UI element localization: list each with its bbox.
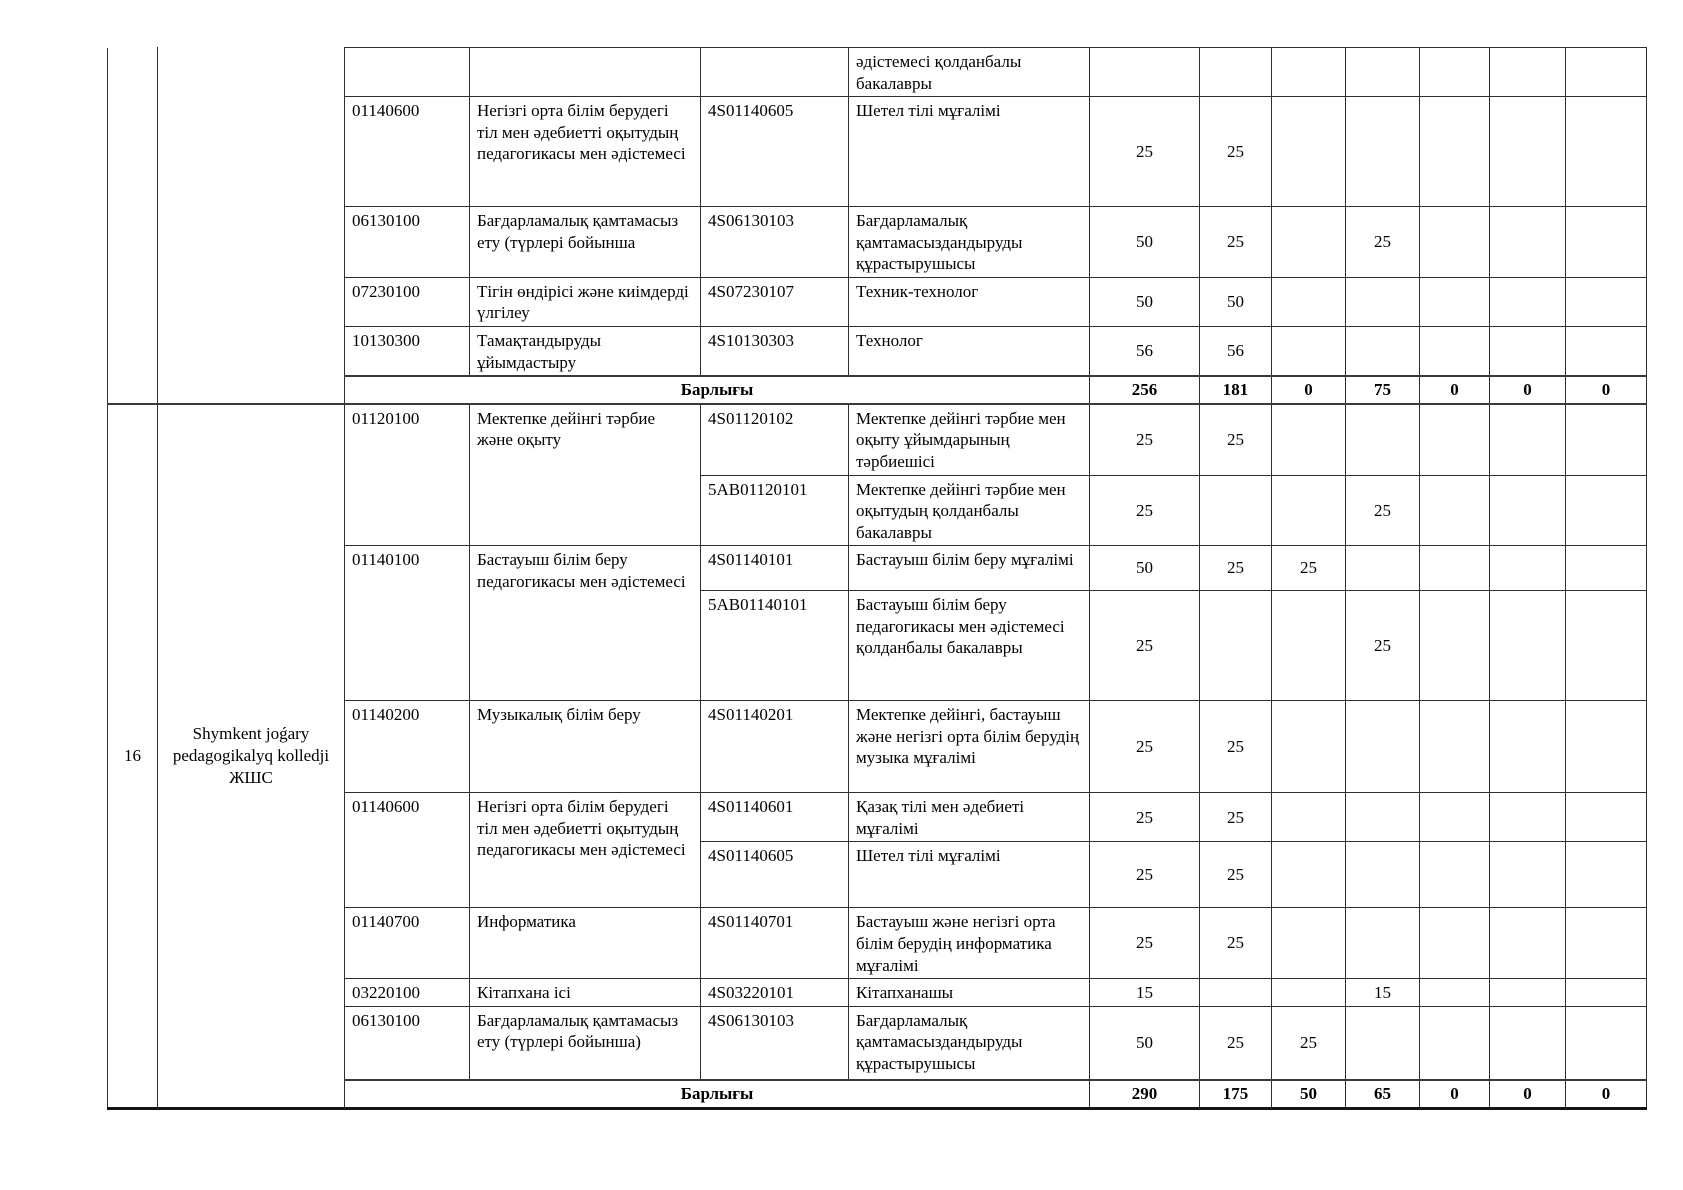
qualification-name-cell: Технолог — [849, 327, 1090, 377]
quota-cell: 25 — [1200, 701, 1272, 793]
quota-cell: 50 — [1090, 1006, 1200, 1080]
specialty-name-cell: Мектепке дейінгі тәрбие және оқыту — [470, 404, 701, 546]
quota-cell — [1420, 277, 1490, 326]
quota-cell — [1272, 591, 1346, 701]
quota-cell — [1272, 207, 1346, 278]
quota-cell — [1490, 277, 1566, 326]
specialty-code-cell: 03220100 — [345, 979, 470, 1007]
table-row — [108, 48, 1647, 97]
quota-cell — [1346, 842, 1420, 908]
quota-cell: 25 — [1200, 908, 1272, 979]
row-number-cell — [108, 48, 158, 404]
total-quota-cell: 0 — [1272, 376, 1346, 404]
quota-cell — [1420, 48, 1490, 97]
quota-cell — [1200, 48, 1272, 97]
quota-cell — [1272, 277, 1346, 326]
specialty-name-cell: Негізгі орта білім берудегі тіл мен әдебиетті оқытудың педагогикасы мен әдістемесі — [470, 97, 701, 207]
qualification-name-cell: Шетел тілі мұғалімі — [849, 842, 1090, 908]
quota-cell — [1200, 591, 1272, 701]
quota-cell — [1346, 48, 1420, 97]
quota-cell — [1566, 546, 1647, 591]
quota-cell — [1420, 591, 1490, 701]
quota-cell — [1566, 591, 1647, 701]
specialty-code-cell: 10130300 — [345, 327, 470, 377]
qualification-name-cell: Бастауыш білім беру мұғалімі — [849, 546, 1090, 591]
quota-cell: 25 — [1090, 591, 1200, 701]
quota-cell — [1420, 701, 1490, 793]
qualification-code-cell: 4S10130303 — [701, 327, 849, 377]
qualification-name-cell: Мектепке дейінгі, бастауыш және негізгі орта білім берудің музыка мұғалімі — [849, 701, 1090, 793]
total-quota-cell: 0 — [1420, 376, 1490, 404]
quota-cell — [1090, 48, 1200, 97]
total-quota-cell: 0 — [1490, 376, 1566, 404]
quota-cell — [1200, 475, 1272, 546]
quota-cell — [1272, 842, 1346, 908]
qualification-name-cell: Мектепке дейінгі тәрбие мен оқытудың қолданбалы бакалавры — [849, 475, 1090, 546]
quota-cell — [1272, 475, 1346, 546]
specialty-name-cell: Информатика — [470, 908, 701, 979]
quota-cell: 25 — [1200, 1006, 1272, 1080]
quota-cell: 25 — [1090, 404, 1200, 475]
quota-cell: 25 — [1090, 793, 1200, 842]
quota-cell: 56 — [1200, 327, 1272, 377]
total-quota-cell: 0 — [1420, 1080, 1490, 1108]
quota-cell — [1566, 97, 1647, 207]
quota-cell — [1566, 277, 1647, 326]
qualification-name-cell: Бағдарламалық қамтамасыздандыруды құрастырушысы — [849, 207, 1090, 278]
quota-cell: 50 — [1200, 277, 1272, 326]
specialty-name-cell: Бағдарламалық қамтамасыз ету (түрлері бойынша) — [470, 1006, 701, 1080]
qualification-code-cell: 5AB01140101 — [701, 591, 849, 701]
quota-cell — [1346, 908, 1420, 979]
specialty-name-cell: Бағдарламалық қамтамасыз ету (түрлері бойынша — [470, 207, 701, 278]
specialty-code-cell — [345, 48, 470, 97]
specialty-code-cell: 01140600 — [345, 97, 470, 207]
quota-cell — [1346, 97, 1420, 207]
specialty-name-cell: Музыкалық білім беру — [470, 701, 701, 793]
quota-cell: 25 — [1090, 908, 1200, 979]
quota-cell — [1490, 701, 1566, 793]
total-quota-cell: 0 — [1566, 1080, 1647, 1108]
qualification-code-cell: 4S01140605 — [701, 97, 849, 207]
qualification-name-cell: Техник-технолог — [849, 277, 1090, 326]
qualification-name-cell: әдістемесі қолданбалы бакалавры — [849, 48, 1090, 97]
quota-cell — [1490, 404, 1566, 475]
quota-cell: 50 — [1090, 207, 1200, 278]
quota-cell — [1272, 908, 1346, 979]
quota-cell — [1346, 327, 1420, 377]
quota-cell — [1200, 979, 1272, 1007]
qualification-name-cell: Мектепке дейінгі тәрбие мен оқыту ұйымдарының тәрбиешісі — [849, 404, 1090, 475]
quota-cell — [1566, 207, 1647, 278]
qualification-code-cell: 5AB01120101 — [701, 475, 849, 546]
qualification-code-cell — [701, 48, 849, 97]
quota-cell — [1420, 475, 1490, 546]
quota-cell — [1272, 404, 1346, 475]
quota-cell — [1490, 546, 1566, 591]
quota-cell — [1490, 908, 1566, 979]
specialty-name-cell: Негізгі орта білім берудегі тіл мен әдебиетті оқытудың педагогикасы мен әдістемесі — [470, 793, 701, 908]
institution-cell — [158, 48, 345, 404]
quota-cell — [1420, 97, 1490, 207]
quota-cell — [1420, 1006, 1490, 1080]
qualification-code-cell: 4S01120102 — [701, 404, 849, 475]
specialty-code-cell: 01120100 — [345, 404, 470, 546]
quota-cell: 25 — [1346, 207, 1420, 278]
total-quota-cell: 50 — [1272, 1080, 1346, 1108]
quota-cell — [1420, 842, 1490, 908]
quota-cell — [1272, 48, 1346, 97]
quota-cell — [1566, 48, 1647, 97]
admissions-table — [107, 47, 1647, 1110]
qualification-code-cell: 4S03220101 — [701, 979, 849, 1007]
quota-cell — [1420, 793, 1490, 842]
quota-cell — [1566, 979, 1647, 1007]
total-quota-cell: 0 — [1490, 1080, 1566, 1108]
row-number-cell: 16 — [108, 404, 158, 1109]
quota-cell — [1346, 793, 1420, 842]
quota-cell — [1566, 1006, 1647, 1080]
specialty-name-cell: Тамақтандыруды ұйымдастыру — [470, 327, 701, 377]
quota-cell — [1490, 475, 1566, 546]
quota-cell — [1346, 277, 1420, 326]
quota-cell — [1490, 207, 1566, 278]
quota-cell — [1566, 701, 1647, 793]
quota-cell — [1566, 793, 1647, 842]
quota-cell: 25 — [1346, 591, 1420, 701]
quota-cell — [1346, 546, 1420, 591]
institution-cell: Shymkent joǵary pedagogikalyq kolledji ЖШС — [158, 404, 345, 1109]
quota-cell — [1420, 404, 1490, 475]
total-quota-cell: 0 — [1566, 376, 1647, 404]
total-quota-cell: 290 — [1090, 1080, 1200, 1108]
quota-cell: 25 — [1090, 842, 1200, 908]
qualification-name-cell: Бағдарламалық қамтамасыздандыруды құрастырушысы — [849, 1006, 1090, 1080]
specialty-name-cell: Тігін өндірісі және киімдерді үлгілеу — [470, 277, 701, 326]
quota-cell — [1490, 1006, 1566, 1080]
specialty-code-cell: 01140600 — [345, 793, 470, 908]
quota-cell — [1346, 404, 1420, 475]
qualification-code-cell: 4S01140701 — [701, 908, 849, 979]
quota-cell — [1272, 979, 1346, 1007]
quota-cell — [1566, 475, 1647, 546]
specialty-code-cell: 01140700 — [345, 908, 470, 979]
qualification-name-cell: Бастауыш білім беру педагогикасы мен әдістемесі қолданбалы бакалавры — [849, 591, 1090, 701]
specialty-code-cell: 01140100 — [345, 546, 470, 701]
quota-cell: 25 — [1200, 546, 1272, 591]
quota-cell: 56 — [1090, 327, 1200, 377]
specialty-code-cell: 07230100 — [345, 277, 470, 326]
quota-cell — [1420, 546, 1490, 591]
total-label-cell: Барлығы — [345, 1080, 1090, 1108]
quota-cell — [1490, 327, 1566, 377]
total-quota-cell: 75 — [1346, 376, 1420, 404]
total-quota-cell: 256 — [1090, 376, 1200, 404]
qualification-code-cell: 4S01140101 — [701, 546, 849, 591]
quota-cell — [1566, 842, 1647, 908]
specialty-code-cell: 06130100 — [345, 207, 470, 278]
quota-cell — [1272, 793, 1346, 842]
quota-cell — [1490, 97, 1566, 207]
qualification-name-cell: Шетел тілі мұғалімі — [849, 97, 1090, 207]
specialty-name-cell — [470, 48, 701, 97]
qualification-code-cell: 4S01140201 — [701, 701, 849, 793]
quota-cell — [1490, 591, 1566, 701]
quota-cell — [1420, 979, 1490, 1007]
quota-cell — [1566, 327, 1647, 377]
total-quota-cell: 65 — [1346, 1080, 1420, 1108]
qualification-name-cell: Қазақ тілі мен әдебиеті мұғалімі — [849, 793, 1090, 842]
specialty-name-cell: Кітапхана ісі — [470, 979, 701, 1007]
quota-cell — [1566, 404, 1647, 475]
table-row — [108, 404, 1647, 475]
quota-cell: 25 — [1200, 404, 1272, 475]
qualification-code-cell: 4S06130103 — [701, 207, 849, 278]
quota-cell — [1490, 979, 1566, 1007]
quota-cell: 25 — [1272, 1006, 1346, 1080]
quota-cell — [1490, 48, 1566, 97]
quota-cell — [1490, 842, 1566, 908]
qualification-code-cell: 4S01140601 — [701, 793, 849, 842]
qualification-name-cell: Бастауыш және негізгі орта білім берудің информатика мұғалімі — [849, 908, 1090, 979]
total-label-cell: Барлығы — [345, 376, 1090, 404]
quota-cell — [1420, 908, 1490, 979]
qualification-name-cell: Кітапханашы — [849, 979, 1090, 1007]
quota-cell — [1346, 701, 1420, 793]
admissions-table-body — [108, 48, 1647, 1109]
quota-cell — [1346, 1006, 1420, 1080]
quota-cell: 25 — [1200, 842, 1272, 908]
specialty-code-cell: 01140200 — [345, 701, 470, 793]
quota-cell: 25 — [1200, 97, 1272, 207]
quota-cell: 25 — [1200, 793, 1272, 842]
total-quota-cell: 181 — [1200, 376, 1272, 404]
quota-cell: 25 — [1090, 701, 1200, 793]
quota-cell — [1566, 908, 1647, 979]
quota-cell — [1272, 327, 1346, 377]
quota-cell — [1272, 701, 1346, 793]
total-quota-cell: 175 — [1200, 1080, 1272, 1108]
qualification-code-cell: 4S06130103 — [701, 1006, 849, 1080]
quota-cell: 25 — [1090, 475, 1200, 546]
quota-cell — [1272, 97, 1346, 207]
quota-cell: 50 — [1090, 546, 1200, 591]
specialty-name-cell: Бастауыш білім беру педагогикасы мен әдістемесі — [470, 546, 701, 701]
quota-cell: 25 — [1090, 97, 1200, 207]
quota-cell: 25 — [1200, 207, 1272, 278]
quota-cell: 25 — [1346, 475, 1420, 546]
quota-cell — [1420, 327, 1490, 377]
quota-cell: 15 — [1090, 979, 1200, 1007]
quota-cell: 15 — [1346, 979, 1420, 1007]
specialty-code-cell: 06130100 — [345, 1006, 470, 1080]
qualification-code-cell: 4S07230107 — [701, 277, 849, 326]
quota-cell — [1420, 207, 1490, 278]
quota-cell: 50 — [1090, 277, 1200, 326]
qualification-code-cell: 4S01140605 — [701, 842, 849, 908]
quota-cell — [1490, 793, 1566, 842]
quota-cell: 25 — [1272, 546, 1346, 591]
